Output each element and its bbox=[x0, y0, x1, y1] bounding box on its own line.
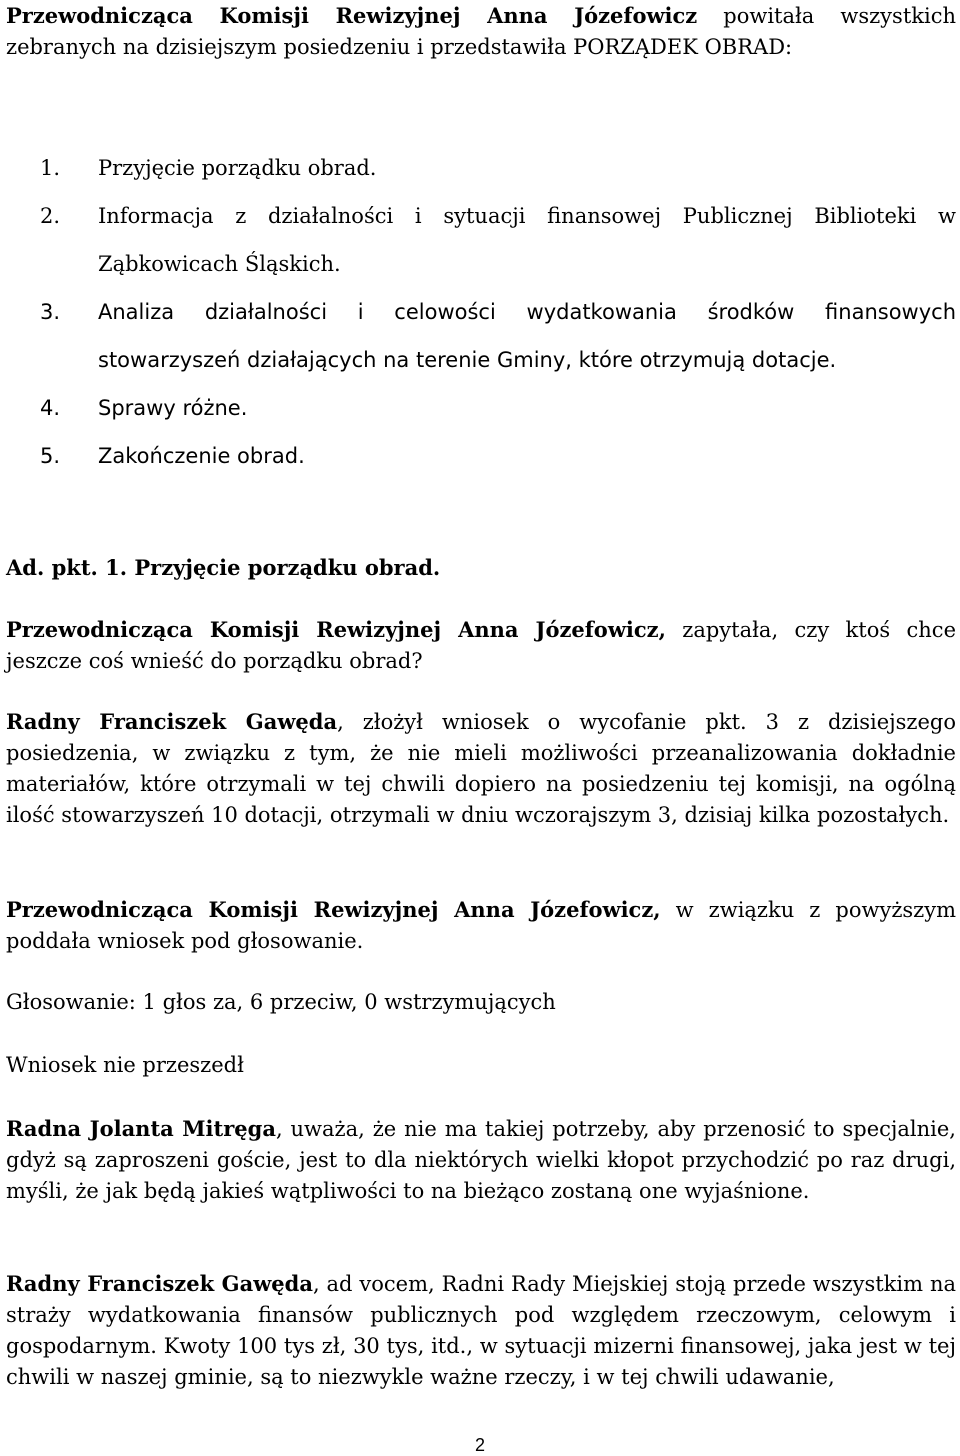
agenda-item-number: 5. bbox=[40, 444, 61, 468]
agenda-item bbox=[6, 288, 956, 384]
paragraph-text: w związku z powyższym poddała wniosek pod głosowanie. bbox=[6, 898, 956, 953]
agenda-item bbox=[6, 384, 956, 432]
agenda-item-text: Analiza działalności i celowości wydatkowania środków finansowych stowarzyszeń działających na terenie Gminy, które otrzymują dotacje. bbox=[98, 300, 956, 372]
minutes-paragraph bbox=[6, 706, 956, 831]
agenda-item-number: 1. bbox=[40, 156, 61, 180]
paragraph-text: , złożył wniosek o wycofanie pkt. 3 z dzisiejszego posiedzenia, w związku z tym, że nie mieli możliwości przeanalizowania dokładnie materiałów, które otrzymali w tej chwili dopiero na posiedzeniu tej komisji, na ogólną ilość stowarzyszeń 10 dotacji, otrzymali w dniu wczorajszym 3, dzisiaj kilka pozostałych. bbox=[6, 710, 956, 827]
page-number: 2 bbox=[474, 1435, 485, 1455]
section-heading: Ad. pkt. 1. Przyjęcie porządku obrad. bbox=[6, 555, 441, 580]
agenda-item-number: 4. bbox=[40, 396, 61, 420]
intro-text: powitała wszystkich zebranych na dzisiejszym posiedzeniu i przedstawiła PORZĄDEK OBRAD: bbox=[6, 4, 956, 59]
paragraph-text: Głosowanie: 1 głos za, 6 przeciw, 0 wstrzymujących bbox=[6, 990, 556, 1014]
paragraph-text: , ad vocem, Radni Rady Miejskiej stoją przede wszystkim na straży wydatkowania finansów publicznych pod względem rzeczowym, celowym i gospodarnym. Kwoty 100 tys zł, 30 tys, itd., w sytuacji mizerni finansowej, jaka jest w tej chwili w naszej gminie, są to niezwykle ważne rzeczy, i w tej chwili udawanie, bbox=[6, 1272, 956, 1389]
motion-outcome bbox=[6, 1050, 956, 1081]
paragraph-speaker: Przewodnicząca Komisji Rewizyjnej Anna Józefowicz, bbox=[6, 617, 666, 642]
agenda-item-text: Zakończenie obrad. bbox=[98, 444, 305, 468]
paragraph-text: zapytała, czy ktoś chce jeszcze coś wnieść do porządku obrad? bbox=[6, 618, 956, 673]
intro-paragraph bbox=[6, 0, 956, 63]
minutes-paragraph bbox=[6, 894, 956, 957]
agenda-item bbox=[6, 144, 956, 192]
agenda-item bbox=[6, 432, 956, 480]
paragraph-speaker: Przewodnicząca Komisji Rewizyjnej Anna Józefowicz, bbox=[6, 897, 661, 922]
agenda-item-text: Sprawy różne. bbox=[98, 396, 248, 420]
agenda-item-number: 3. bbox=[40, 300, 61, 324]
agenda-item bbox=[6, 192, 956, 288]
minutes-paragraph bbox=[6, 1268, 956, 1393]
voting-result bbox=[6, 987, 956, 1018]
paragraph-speaker: Radny Franciszek Gawęda bbox=[6, 1271, 313, 1296]
minutes-paragraph bbox=[6, 1113, 956, 1207]
paragraph-speaker: Radny Franciszek Gawęda bbox=[6, 709, 338, 734]
agenda-item-text: Informacja z działalności i sytuacji finansowej Publicznej Biblioteki w Ząbkowicach Śląskich. bbox=[98, 204, 956, 276]
agenda-item-number: 2. bbox=[40, 204, 61, 228]
agenda-list bbox=[6, 144, 956, 480]
agenda-item-text: Przyjęcie porządku obrad. bbox=[98, 156, 377, 180]
minutes-paragraph bbox=[6, 614, 956, 677]
intro-speaker: Przewodnicząca Komisji Rewizyjnej Anna Józefowicz bbox=[6, 3, 698, 28]
paragraph-speaker: Radna Jolanta Mitręga bbox=[6, 1116, 276, 1141]
paragraph-text: Wniosek nie przeszedł bbox=[6, 1053, 244, 1077]
paragraph-text: , uważa, że nie ma takiej potrzeby, aby przenosić to specjalnie, gdyż są zaproszeni goście, jest to dla niektórych wielki kłopot przychodzić po raz drugi, myśli, że jak będą jakieś wątpliwości to na bieżąco zostaną one wyjaśnione. bbox=[6, 1117, 956, 1203]
